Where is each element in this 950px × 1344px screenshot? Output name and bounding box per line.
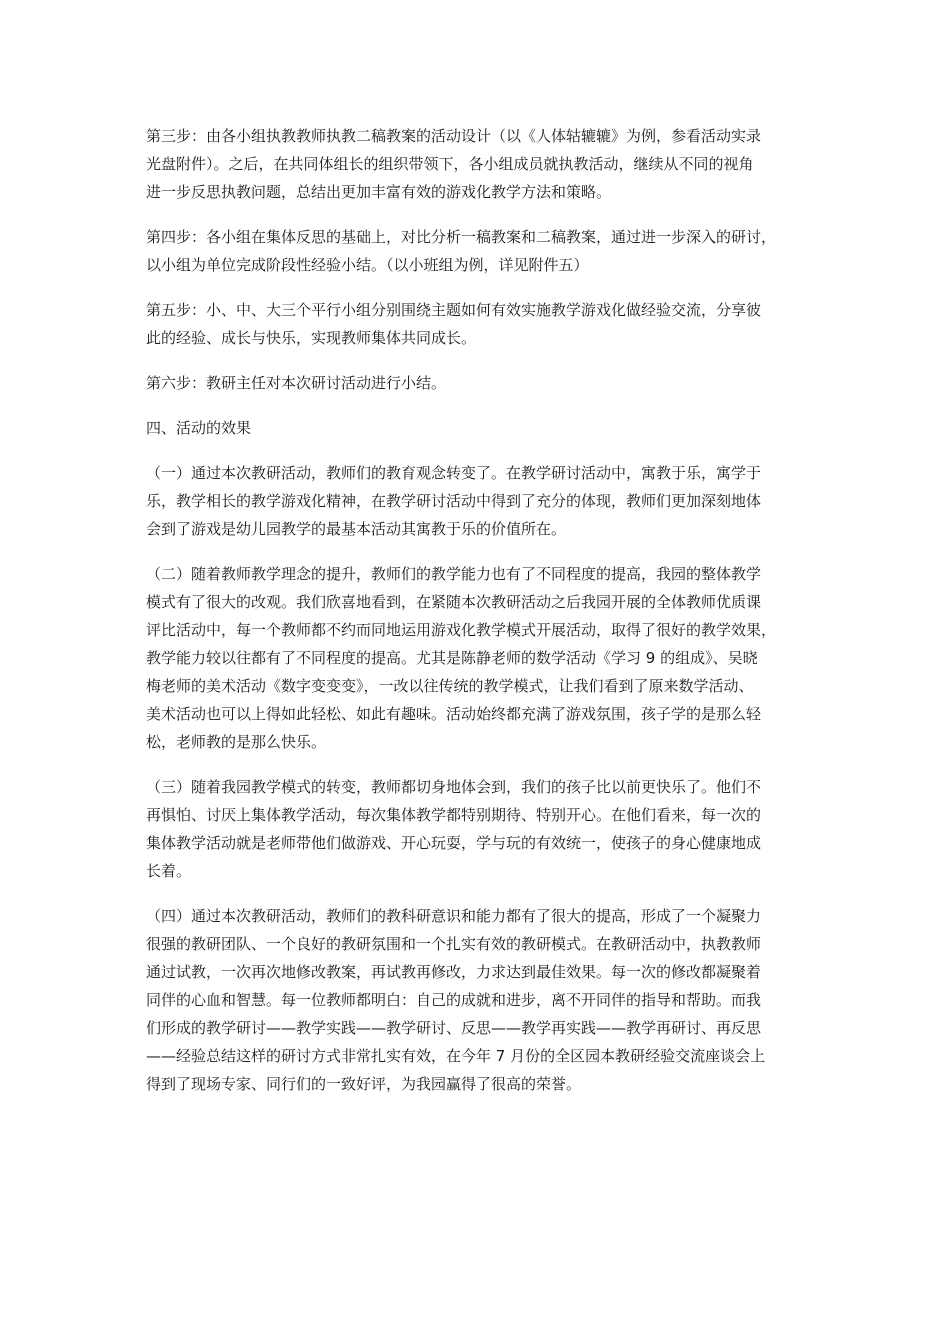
paragraph-effect-2: （二）随着教师教学理念的提升，教师们的教学能力也有了不同程度的提高，我园的整体教学 模式有了很大的改观。我们欣喜地看到，在紧随本次教研活动之后我园开展的全体教师优质课 评比活动中，每一个教师都不约而同地运用游戏化教学模式开展活动，取得了很好的教学效果， 教学能力较以往都有了不同程度的提高。尤其是陈静老师的数学活动《学习 9 的组成》、吴晓 梅老师的美术活动《数字变变变》，一改以往传统的教学模式，让我们看到了原来数学活动、 美术活动也可以上得如此轻松、如此有趣味。活动始终都充满了游戏氛围，孩子学的是那么轻 松，老师教的是那么快乐。 — [146, 565, 777, 751]
paragraph-step-5: 第五步：小、中、大三个平行小组分别围绕主题如何有效实施教学游戏化做经验交流，分享彼 此的经验、成长与快乐，实现教师集体共同成长。 — [146, 301, 762, 347]
paragraph-effect-4: （四）通过本次教研活动，教师们的教科研意识和能力都有了很大的提高，形成了一个凝聚力 很强的教研团队、一个良好的教研氛围和一个扎实有效的教研模式。在教研活动中，执教教师 通过试教，一次再次地修改教案，再试教再修改，力求达到最佳效果。每一次的修改都凝聚着 同伴的心血和智慧。每一位教师都明白：自己的成就和进步，离不开同伴的指导和帮助。而我 们形成的教学研讨——教学实践——教学研讨、反思——教学再实践——教学再研讨、再反思 ——经验总结这样的研讨方式非常扎实有效，在今年 7 月份的全区园本教研经验交流座谈会上 得到了现场专家、同行们的一致好评，为我园赢得了很高的荣誉。 — [146, 907, 766, 1093]
paragraph-step-6: 第六步：教研主任对本次研讨活动进行小结。 — [146, 374, 447, 392]
paragraph-effect-1: （一）通过本次教研活动，教师们的教育观念转变了。在教学研讨活动中，寓教于乐，寓学于 乐，教学相长的教学游戏化精神，在教学研讨活动中得到了充分的体现，教师们更加深刻地体 会到了游戏是幼儿园教学的最基本活动其寓教于乐的价值所在。 — [146, 464, 762, 538]
section-heading-effects: 四、活动的效果 — [146, 419, 252, 437]
paragraph-effect-3: （三）随着我园教学模式的转变，教师都切身地体会到，我们的孩子比以前更快乐了。他们不 再惧怕、讨厌上集体教学活动，每次集体教学都特别期待、特别开心。在他们看来，每一次的 集体教学活动就是老师带他们做游戏、开心玩耍，学与玩的有效统一，使孩子的身心健康地成 长着。 — [146, 778, 762, 880]
paragraph-step-3: 第三步：由各小组执教教师执教二稿教案的活动设计（以《人体轱辘辘》为例，参看活动实录 光盘附件）。之后，在共同体组长的组织带领下，各小组成员就执教活动，继续从不同的视角 进一步反思执教问题，总结出更加丰富有效的游戏化教学方法和策略。 — [146, 127, 762, 201]
document-page — [146, 122, 836, 1115]
paragraph-step-4: 第四步：各小组在集体反思的基础上，对比分析一稿教案和二稿教案，通过进一步深入的研讨， 以小组为单位完成阶段性经验小结。（以小班组为例，详见附件五） — [146, 228, 777, 274]
